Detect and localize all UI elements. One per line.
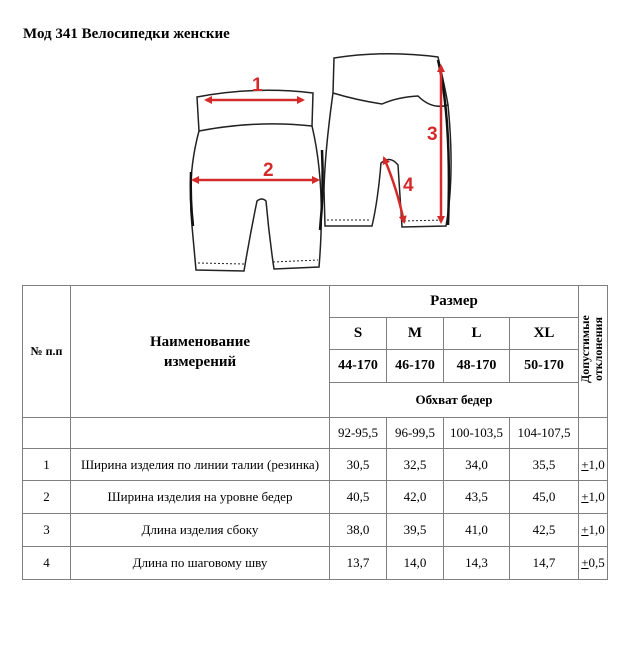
size-label: L [444, 318, 510, 350]
row-value: 42,0 [387, 481, 444, 514]
row-value: 13,7 [330, 547, 387, 580]
row-value: 39,5 [387, 514, 444, 547]
hip-range: 100-103,5 [444, 418, 510, 449]
tol-sign: + [581, 489, 589, 504]
table-row [23, 547, 608, 580]
row-tolerance [579, 514, 608, 547]
row-value: 40,5 [330, 481, 387, 514]
row-value: 42,5 [510, 514, 579, 547]
row-value: 35,5 [510, 449, 579, 481]
marker-4: 4 [403, 175, 414, 196]
size-code: 44-170 [330, 350, 387, 383]
hip-range: 96-99,5 [387, 418, 444, 449]
header-tolerance-text: Допустимые отклонения [578, 315, 605, 383]
header-tolerance [579, 286, 608, 418]
row-tolerance [579, 547, 608, 580]
row-value: 14,7 [510, 547, 579, 580]
hip-range: 92-95,5 [330, 418, 387, 449]
row-num: 1 [23, 449, 71, 481]
row-tolerance [579, 481, 608, 514]
header-name-text: Наименование измерений [150, 333, 250, 370]
table-row [23, 481, 608, 514]
blank-cell [23, 418, 71, 449]
blank-cell [71, 418, 330, 449]
tol-sign: + [581, 522, 589, 537]
blank-cell [579, 418, 608, 449]
row-name: Длина изделия сбоку [71, 514, 330, 547]
tol-sign: + [581, 456, 589, 472]
page-title: Мод 341 Велосипедки женские [23, 26, 230, 42]
tol-sign: + [581, 555, 589, 570]
size-spec-table [22, 285, 608, 580]
row-value: 14,0 [387, 547, 444, 580]
row-num: 2 [23, 481, 71, 514]
row-tolerance [579, 449, 608, 481]
size-code: 48-170 [444, 350, 510, 383]
table-row [23, 514, 608, 547]
size-label: XL [510, 318, 579, 350]
size-label: M [387, 318, 444, 350]
row-value: 45,0 [510, 481, 579, 514]
row-name: Ширина изделия по линии талии (резинка) [71, 449, 330, 481]
size-code: 46-170 [387, 350, 444, 383]
row-value: 14,3 [444, 547, 510, 580]
header-razmer: Размер [330, 286, 579, 318]
header-obkhvat: Обхват бедер [330, 383, 579, 418]
tol-value: 1,0 [588, 489, 605, 504]
marker-3: 3 [427, 124, 438, 145]
size-label: S [330, 318, 387, 350]
row-value: 43,5 [444, 481, 510, 514]
row-value: 38,0 [330, 514, 387, 547]
tol-value: 0,5 [588, 555, 605, 570]
row-name: Ширина изделия на уровне бедер [71, 481, 330, 514]
hip-range: 104-107,5 [510, 418, 579, 449]
row-num: 3 [23, 514, 71, 547]
header-num: № п.п [23, 286, 71, 418]
shorts-technical-drawing [0, 0, 638, 285]
row-name: Длина по шаговому шву [71, 547, 330, 580]
table-row [23, 449, 608, 481]
row-value: 41,0 [444, 514, 510, 547]
marker-1: 1 [252, 75, 263, 96]
row-value: 30,5 [330, 449, 387, 481]
row-value: 32,5 [387, 449, 444, 481]
header-name [71, 286, 330, 418]
tol-value: 1,0 [588, 456, 605, 472]
marker-2: 2 [263, 160, 274, 181]
row-num: 4 [23, 547, 71, 580]
row-value: 34,0 [444, 449, 510, 481]
tol-value: 1,0 [588, 522, 605, 537]
size-code: 50-170 [510, 350, 579, 383]
